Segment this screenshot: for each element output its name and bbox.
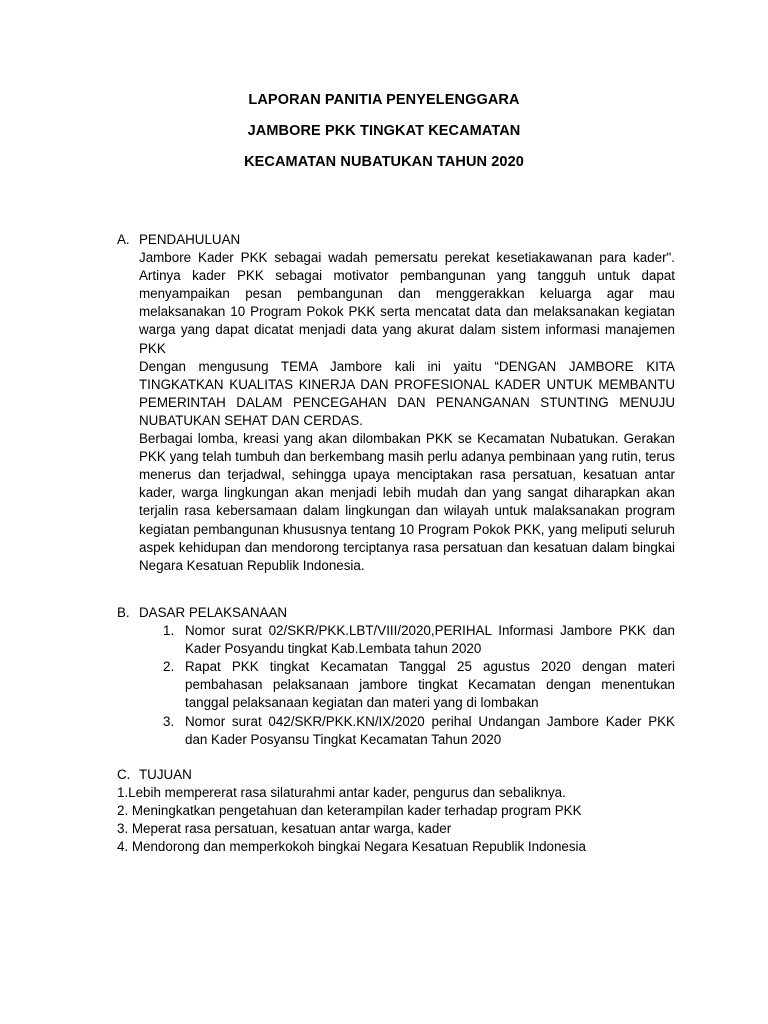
list-item xyxy=(117,713,675,749)
list-marker: 2. xyxy=(163,659,175,675)
list-item-text: Nomor surat 042/SKR/PKK.KN/IX/2020 perihal Undangan Jambore Kader PKK dan Kader Posyansu Tingkat Kecamatan Tahun 2020 xyxy=(185,713,675,747)
title-line-3: KECAMATAN NUBATUKAN TAHUN 2020 xyxy=(244,154,524,170)
section-letter: A. xyxy=(117,232,130,247)
goal-list xyxy=(117,784,675,856)
list-item-text: Nomor surat 02/SKR/PKK.LBT/VIII/2020,PERIHAL Informasi Jambore PKK dan Kader Posyandu tingkat Kab.Lembata tahun 2020 xyxy=(185,623,675,657)
goal-item: 4. Mendorong dan memperkokoh bingkai Negara Kesatuan Republik Indonesia xyxy=(117,839,586,855)
section-dasar-pelaksanaan xyxy=(117,604,675,749)
goal-item: 3. Meperat rasa persatuan, kesatuan antar warga, kader xyxy=(117,821,452,837)
section-title: PENDAHULUAN xyxy=(139,232,241,247)
goal-item: 1.Lebih mempererat rasa silaturahmi antar kader, pengurus dan sebaliknya. xyxy=(117,785,566,801)
paragraph: Dengan mengusung TEMA Jambore kali ini yaitu “DENGAN JAMBORE KITA TINGKATKAN KUALITAS KINERJA DAN PROFESIONAL KADER UNTUK MEMBANTU PEMERINTAH DALAM PENCEGAHAN DAN PENANGANAN STUNTING MENUJU NUBATUKAN SEHAT DAN CERDAS. xyxy=(139,358,675,428)
section-body xyxy=(139,249,675,575)
paragraph: Jambore Kader PKK sebagai wadah pemersatu perekat kesetiakawanan para kader". Artinya kader PKK sebagai motivator pembangunan yang tangguh untuk dapat menyampaikan pesan pembangunan dan menggerakkan keluarga agar mau melaksanakan 10 Program Pokok PKK serta mencatat data dan melaksanakan kegiatan warga yang dapat dicatat menjadi data yang akurat dalam sistem informasi manajemen PKK xyxy=(139,250,675,356)
title-line-2: JAMBORE PKK TINGKAT KECAMATAN xyxy=(247,123,521,139)
numbered-list xyxy=(117,622,675,749)
list-item xyxy=(117,658,675,712)
paragraph: Berbagai lomba, kreasi yang akan dilombakan PKK se Kecamatan Nubatukan. Gerakan PKK yang telah tumbuh dan berkembang masih perlu adanya pembinaan yang rutin, terus menerus dan terjadwal, sehingga upaya menciptakan rasa persatuan, kesatuan antar kader, warga lingkungan akan menjadi lebih mudah dan yang sangat diharapkan akan terjalin rasa kebersamaan dalam lingkungan dan wilayah untuk malaksanakan program kegiatan pembangunan khususnya tentang 10 Program Pokok PKK, yang meliputi seluruh aspek kehidupan dan mendorong terciptanya rasa persatuan dan kesatuan dalam bingkai Negara Kesatuan Republik Indonesia. xyxy=(139,431,675,573)
goal-item: 2. Meningkatkan pengetahuan dan keterampilan kader terhadap program PKK xyxy=(117,803,582,819)
section-heading xyxy=(117,766,675,784)
section-title: DASAR PELAKSANAAN xyxy=(139,605,288,620)
list-item-text: Rapat PKK tingkat Kecamatan Tanggal 25 agustus 2020 dengan materi pembahasan pelaksanaan jambore tingkat Kecamatan dengan menentukan tanggal pelaksanaan kegiatan dan materi yang di lombakan xyxy=(185,659,675,711)
document-title xyxy=(0,90,768,183)
list-item xyxy=(117,622,675,658)
title-line-1: LAPORAN PANITIA PENYELENGGARA xyxy=(248,92,520,108)
section-title: TUJUAN xyxy=(139,767,192,782)
section-tujuan xyxy=(117,766,675,856)
section-heading xyxy=(117,231,675,249)
section-letter: C. xyxy=(117,767,131,782)
list-marker: 3. xyxy=(163,713,175,729)
section-heading xyxy=(117,604,675,622)
section-letter: B. xyxy=(117,605,130,620)
section-pendahuluan xyxy=(117,231,675,575)
list-marker: 1. xyxy=(163,623,175,639)
